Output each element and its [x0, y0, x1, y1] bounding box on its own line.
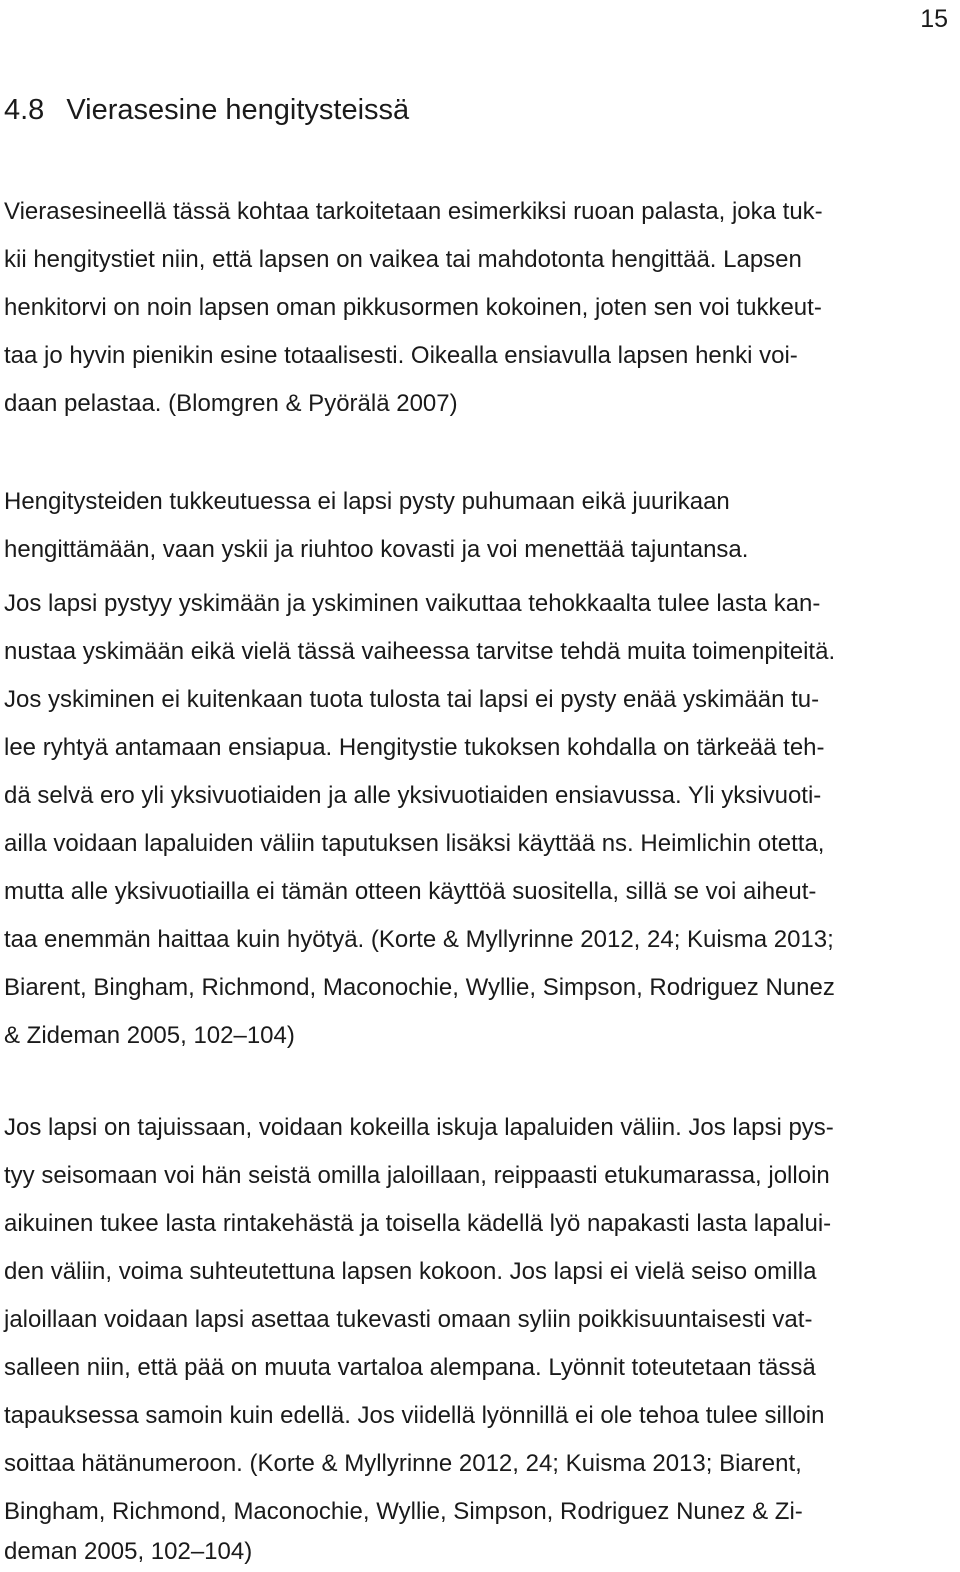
- section-heading: [4, 90, 409, 130]
- text-line: aikuinen tukee lasta rintakehästä ja toisella kädellä lyö napakasti lasta lapalui-: [4, 1210, 832, 1237]
- text-line: Jos yskiminen ei kuitenkaan tuota tulosta tai lapsi ei pysty enää yskimään tu-: [4, 686, 820, 713]
- text-line: taa enemmän haittaa kuin hyötyä. (Korte & Myllyrinne 2012, 24; Kuisma 2013;: [4, 926, 834, 953]
- text-line: ailla voidaan lapaluiden väliin taputuksen lisäksi käyttää ns. Heimlichin otetta,: [4, 830, 825, 857]
- text-line: Jos lapsi pystyy yskimään ja yskiminen vaikuttaa tehokkaalta tulee lasta kan-: [4, 590, 821, 617]
- text-line: hengittämään, vaan yskii ja riuhtoo kovasti ja voi menettää tajuntansa.: [4, 536, 749, 563]
- text-line: henkitorvi on noin lapsen oman pikkusormen kokoinen, joten sen voi tukkeut-: [4, 294, 822, 321]
- text-line: salleen niin, että pää on muuta vartaloa alempana. Lyönnit toteutetaan tässä: [4, 1354, 816, 1381]
- text-line: Vierasesineellä tässä kohtaa tarkoitetaan esimerkiksi ruoan palasta, joka tuk-: [4, 198, 823, 225]
- text-line: Biarent, Bingham, Richmond, Maconochie, Wyllie, Simpson, Rodriguez Nunez: [4, 974, 835, 1001]
- text-line: soittaa hätänumeroon. (Korte & Myllyrinne 2012, 24; Kuisma 2013; Biarent,: [4, 1450, 802, 1477]
- text-line: Hengitysteiden tukkeutuessa ei lapsi pysty puhumaan eikä juurikaan: [4, 488, 730, 515]
- text-line: Jos lapsi on tajuissaan, voidaan kokeilla iskuja lapaluiden väliin. Jos lapsi pys-: [4, 1114, 834, 1141]
- text-line: & Zideman 2005, 102–104): [4, 1022, 295, 1049]
- text-line: mutta alle yksivuotiailla ei tämän otteen käyttöä suositella, sillä se voi aiheut-: [4, 878, 817, 905]
- page-number: 15: [920, 5, 948, 33]
- text-line: deman 2005, 102–104): [4, 1538, 253, 1565]
- text-line: tyy seisomaan voi hän seistä omilla jaloillaan, reippaasti etukumarassa, jolloin: [4, 1162, 830, 1189]
- text-line: jaloillaan voidaan lapsi asettaa tukevasti omaan syliin poikkisuuntaisesti vat-: [4, 1306, 813, 1333]
- section-title: Vierasesine hengitysteissä: [66, 94, 410, 126]
- text-line: Bingham, Richmond, Maconochie, Wyllie, Simpson, Rodriguez Nunez & Zi-: [4, 1498, 803, 1525]
- text-line: tapauksessa samoin kuin edellä. Jos viidellä lyönnillä ei ole tehoa tulee silloin: [4, 1402, 825, 1429]
- text-line: dä selvä ero yli yksivuotiaiden ja alle yksivuotiaiden ensiavussa. Yli yksivuoti-: [4, 782, 822, 809]
- text-line: daan pelastaa. (Blomgren & Pyörälä 2007): [4, 390, 458, 417]
- text-line: nustaa yskimään eikä vielä tässä vaiheessa tarvitse tehdä muita toimenpiteitä.: [4, 638, 836, 665]
- text-line: den väliin, voima suhteutettuna lapsen kokoon. Jos lapsi ei vielä seiso omilla: [4, 1258, 817, 1285]
- text-line: kii hengitystiet niin, että lapsen on vaikea tai mahdotonta hengittää. Lapsen: [4, 246, 802, 273]
- text-line: lee ryhtyä antamaan ensiapua. Hengitystie tukoksen kohdalla on tärkeää teh-: [4, 734, 825, 761]
- section-number: 4.8: [4, 94, 45, 126]
- text-line: taa jo hyvin pienikin esine totaalisesti. Oikealla ensiavulla lapsen henki voi-: [4, 342, 798, 369]
